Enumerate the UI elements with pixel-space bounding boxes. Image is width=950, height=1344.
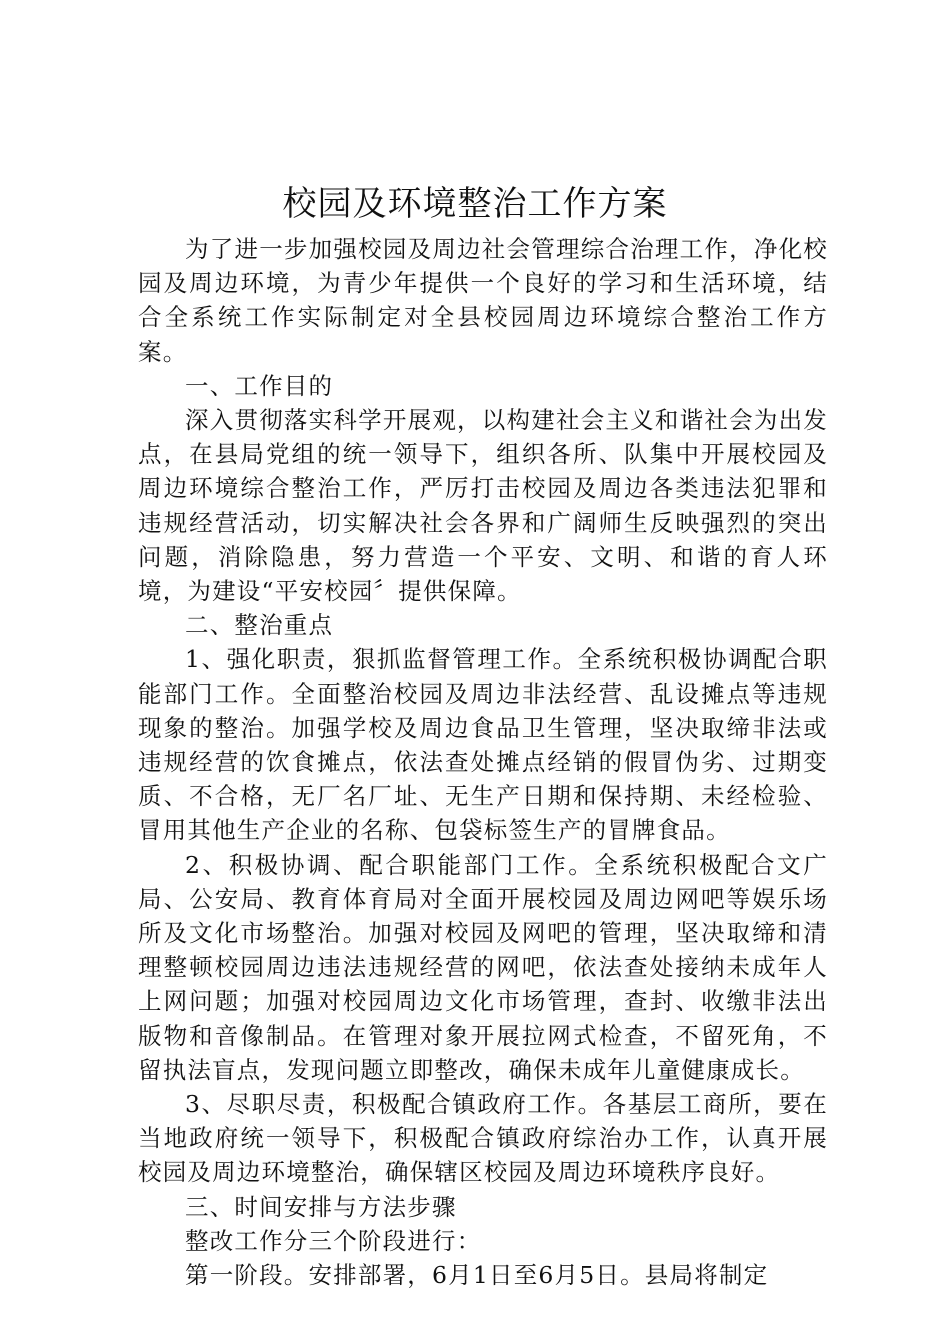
paragraph-focus-3: 3、尽职尽责，积极配合镇政府工作。各基层工商所，要在当地政府统一领导下，积极配合镇政府综治办工作，认真开展校园及周边环境整治，确保辖区校园及周边环境秩序良好。 bbox=[138, 1090, 828, 1187]
paragraph-intro: 为了进一步加强校园及周边社会管理综合治理工作，净化校园及周边环境，为青少年提供一个良好的学习和生活环境，结合全系统工作实际制定对全县校园周边环境综合整治工作方案。 bbox=[138, 235, 828, 366]
paragraph-purpose: 深入贯彻落实科学开展观，以构建社会主义和谐社会为出发点，在县局党组的统一领导下，组织各所、队集中开展校园及周边环境综合整治工作，严厉打击校园及周边各类违法犯罪和违规经营活动，切实解决社会各界和广阔师生反映强烈的突出问题，消除隐患，努力营造一个平安、文明、和谐的育人环境，为建设“平安校园〞提供保障。 bbox=[138, 406, 828, 606]
section-heading-purpose: 一、工作目的 bbox=[185, 371, 334, 400]
section-heading-schedule: 三、时间安排与方法步骤 bbox=[185, 1192, 457, 1221]
document-title: 校园及环境整治工作方案 bbox=[282, 184, 668, 224]
section-heading-focus: 二、整治重点 bbox=[185, 611, 334, 640]
paragraph-focus-2: 2、积极协调、配合职能部门工作。全系统积极配合文广局、公安局、教育体育局对全面开展校园及周边网吧等娱乐场所及文化市场整治。加强对校园及网吧的管理，坚决取缔和清理整顿校园周边违法违规经营的网吧，依法查处接纳未成年人上网问题；加强对校园周边文化市场管理，查封、收缴非法出版物和音像制品。在管理对象开展拉网式检查，不留死角，不留执法盲点，发现问题立即整改，确保未成年儿童健康成长。 bbox=[138, 850, 828, 1084]
paragraph-focus-1: 1、强化职责，狠抓监督管理工作。全系统积极协调配合职能部门工作。全面整治校园及周边非法经营、乱设摊点等违规现象的整治。加强学校及周边食品卫生管理，坚决取缔非法或违规经营的饮食摊点，依法查处摊点经销的假冒伪劣、过期变质、不合格，无厂名厂址、无生产日期和保持期、未经检验、冒用其他生产企业的名称、包袋标签生产的冒牌食品。 bbox=[138, 645, 828, 845]
paragraph-schedule-intro: 整改工作分三个阶段进行： bbox=[185, 1226, 482, 1255]
paragraph-phase-1: 第一阶段。安排部署，6月1日至6月5日。县局将制定 bbox=[185, 1261, 769, 1290]
document-body bbox=[138, 232, 828, 1292]
